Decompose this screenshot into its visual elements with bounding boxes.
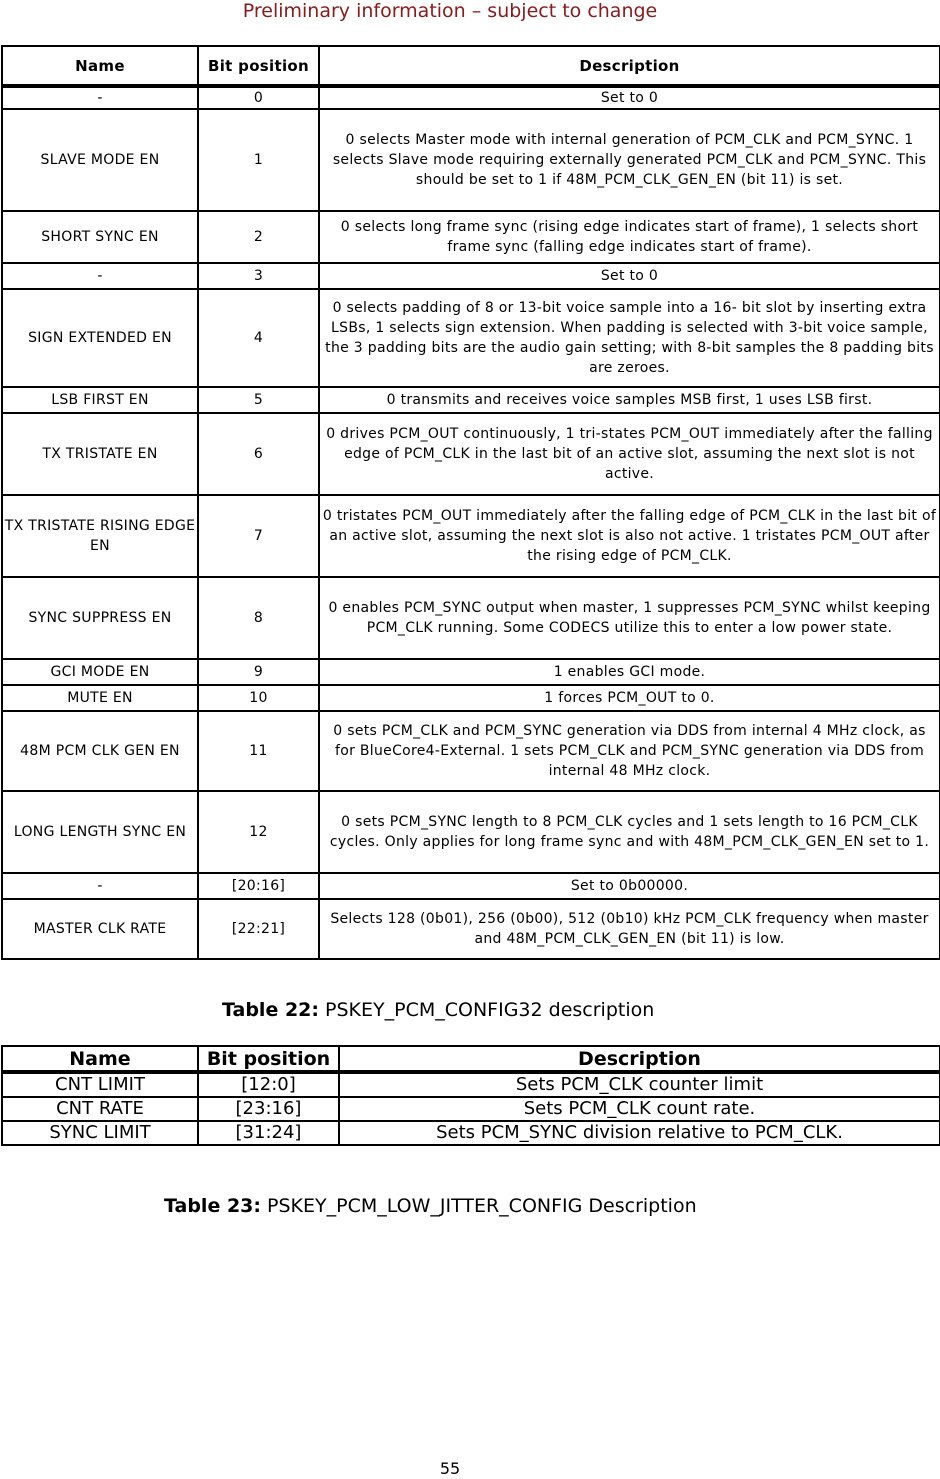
pcm-low-jitter-config-table — [1, 1045, 940, 1146]
table-23-caption — [164, 1194, 697, 1218]
column-header-name: Name — [2, 1046, 198, 1072]
cell-name: MUTE EN — [2, 685, 198, 711]
table-row — [2, 1072, 940, 1097]
cell-description: 0 enables PCM_SYNC output when master, 1 suppresses PCM_SYNC whilst keeping PCM_CLK running. Some CODECS utilize this to enter a low power state. — [319, 577, 940, 659]
cell-description: Set to 0 — [319, 263, 940, 289]
cell-name: 48M PCM CLK GEN EN — [2, 711, 198, 791]
table-row — [2, 1097, 940, 1121]
table-row — [2, 387, 940, 413]
cell-bit-position: 7 — [198, 495, 319, 577]
table-row — [2, 1121, 940, 1145]
cell-bit-position: 6 — [198, 413, 319, 495]
cell-name: TX TRISTATE EN — [2, 413, 198, 495]
cell-bit-position: [22:21] — [198, 899, 319, 959]
cell-name: - — [2, 263, 198, 289]
cell-description: 1 forces PCM_OUT to 0. — [319, 685, 940, 711]
cell-description: Sets PCM_CLK counter limit — [339, 1072, 940, 1097]
cell-name: CNT RATE — [2, 1097, 198, 1121]
table-row — [2, 289, 940, 387]
caption-text: PSKEY_PCM_CONFIG32 description — [319, 999, 655, 1021]
column-header-description: Description — [339, 1046, 940, 1072]
table-row — [2, 495, 940, 577]
cell-name: TX TRISTATE RISING EDGE EN — [2, 495, 198, 577]
table-row — [2, 659, 940, 685]
cell-bit-position: 3 — [198, 263, 319, 289]
cell-name: LSB FIRST EN — [2, 387, 198, 413]
cell-name: - — [2, 873, 198, 899]
cell-description: Set to 0 — [319, 86, 940, 109]
caption-label: Table 22: — [222, 999, 319, 1021]
cell-bit-position: [23:16] — [198, 1097, 339, 1121]
cell-name: MASTER CLK RATE — [2, 899, 198, 959]
table-row — [2, 263, 940, 289]
cell-description: Sets PCM_SYNC division relative to PCM_CLK. — [339, 1121, 940, 1145]
table-header-row — [2, 46, 940, 86]
cell-description: 0 drives PCM_OUT continuously, 1 tri-states PCM_OUT immediately after the falling edge of PCM_CLK in the last bit of an active slot, assuming the next slot is not active. — [319, 413, 940, 495]
table-row — [2, 577, 940, 659]
cell-bit-position: 9 — [198, 659, 319, 685]
cell-description: 0 selects Master mode with internal generation of PCM_CLK and PCM_SYNC. 1 selects Slave mode requiring externally generated PCM_CLK and PCM_SYNC. This should be set to 1 if 48M_PCM_CLK_GEN_EN (bit 11) is set. — [319, 109, 940, 211]
column-header-bit-position: Bit position — [198, 1046, 339, 1072]
cell-description: 0 tristates PCM_OUT immediately after the falling edge of PCM_CLK in the last bit of an active slot, assuming the next slot is also not active. 1 tristates PCM_OUT after the rising edge of PCM_CLK. — [319, 495, 940, 577]
cell-description: Sets PCM_CLK count rate. — [339, 1097, 940, 1121]
table-row — [2, 899, 940, 959]
cell-bit-position: 12 — [198, 791, 319, 873]
cell-description: 1 enables GCI mode. — [319, 659, 940, 685]
cell-name: - — [2, 86, 198, 109]
cell-bit-position: [31:24] — [198, 1121, 339, 1145]
page-number: 55 — [439, 1459, 461, 1478]
preliminary-banner: Preliminary information – subject to change — [242, 0, 658, 22]
cell-bit-position: 8 — [198, 577, 319, 659]
table-row — [2, 685, 940, 711]
cell-bit-position: 5 — [198, 387, 319, 413]
cell-bit-position: 11 — [198, 711, 319, 791]
cell-description: 0 selects padding of 8 or 13-bit voice sample into a 16- bit slot by inserting extra LSBs, 1 selects sign extension. When padding is selected with 3-bit voice sample, the 3 padding bits are the audio gain setting; with 8-bit samples the 8 padding bits are zeroes. — [319, 289, 940, 387]
cell-name: GCI MODE EN — [2, 659, 198, 685]
cell-bit-position: 0 — [198, 86, 319, 109]
cell-name: SIGN EXTENDED EN — [2, 289, 198, 387]
cell-bit-position: 2 — [198, 211, 319, 263]
caption-label: Table 23: — [164, 1195, 261, 1217]
cell-description: 0 sets PCM_SYNC length to 8 PCM_CLK cycles and 1 sets length to 16 PCM_CLK cycles. Only applies for long frame sync and with 48M_PCM_CLK_GEN_EN set to 1. — [319, 791, 940, 873]
cell-description: 0 selects long frame sync (rising edge indicates start of frame), 1 selects short frame sync (falling edge indicates start of frame). — [319, 211, 940, 263]
table-22-caption — [222, 998, 654, 1022]
cell-name: LONG LENGTH SYNC EN — [2, 791, 198, 873]
cell-name: SHORT SYNC EN — [2, 211, 198, 263]
cell-bit-position: 10 — [198, 685, 319, 711]
cell-bit-position: 1 — [198, 109, 319, 211]
column-header-bit-position: Bit position — [198, 46, 319, 86]
table-row — [2, 791, 940, 873]
cell-description: Set to 0b00000. — [319, 873, 940, 899]
cell-description: 0 transmits and receives voice samples MSB first, 1 uses LSB first. — [319, 387, 940, 413]
table-row — [2, 86, 940, 109]
cell-bit-position: [12:0] — [198, 1072, 339, 1097]
cell-bit-position: [20:16] — [198, 873, 319, 899]
cell-name: SYNC SUPPRESS EN — [2, 577, 198, 659]
table-row — [2, 873, 940, 899]
cell-name: CNT LIMIT — [2, 1072, 198, 1097]
table-header-row — [2, 1046, 940, 1072]
caption-text: PSKEY_PCM_LOW_JITTER_CONFIG Description — [261, 1195, 697, 1217]
table-row — [2, 109, 940, 211]
cell-name: SYNC LIMIT — [2, 1121, 198, 1145]
cell-name: SLAVE MODE EN — [2, 109, 198, 211]
cell-description: Selects 128 (0b01), 256 (0b00), 512 (0b10) kHz PCM_CLK frequency when master and 48M_PCM_CLK_GEN_EN (bit 11) is low. — [319, 899, 940, 959]
column-header-name: Name — [2, 46, 198, 86]
table-row — [2, 211, 940, 263]
cell-description: 0 sets PCM_CLK and PCM_SYNC generation via DDS from internal 4 MHz clock, as for BlueCore4-External. 1 sets PCM_CLK and PCM_SYNC generation via DDS from internal 48 MHz clock. — [319, 711, 940, 791]
cell-bit-position: 4 — [198, 289, 319, 387]
table-row — [2, 711, 940, 791]
table-row — [2, 413, 940, 495]
column-header-description: Description — [319, 46, 940, 86]
pcm-config32-table — [1, 45, 940, 960]
